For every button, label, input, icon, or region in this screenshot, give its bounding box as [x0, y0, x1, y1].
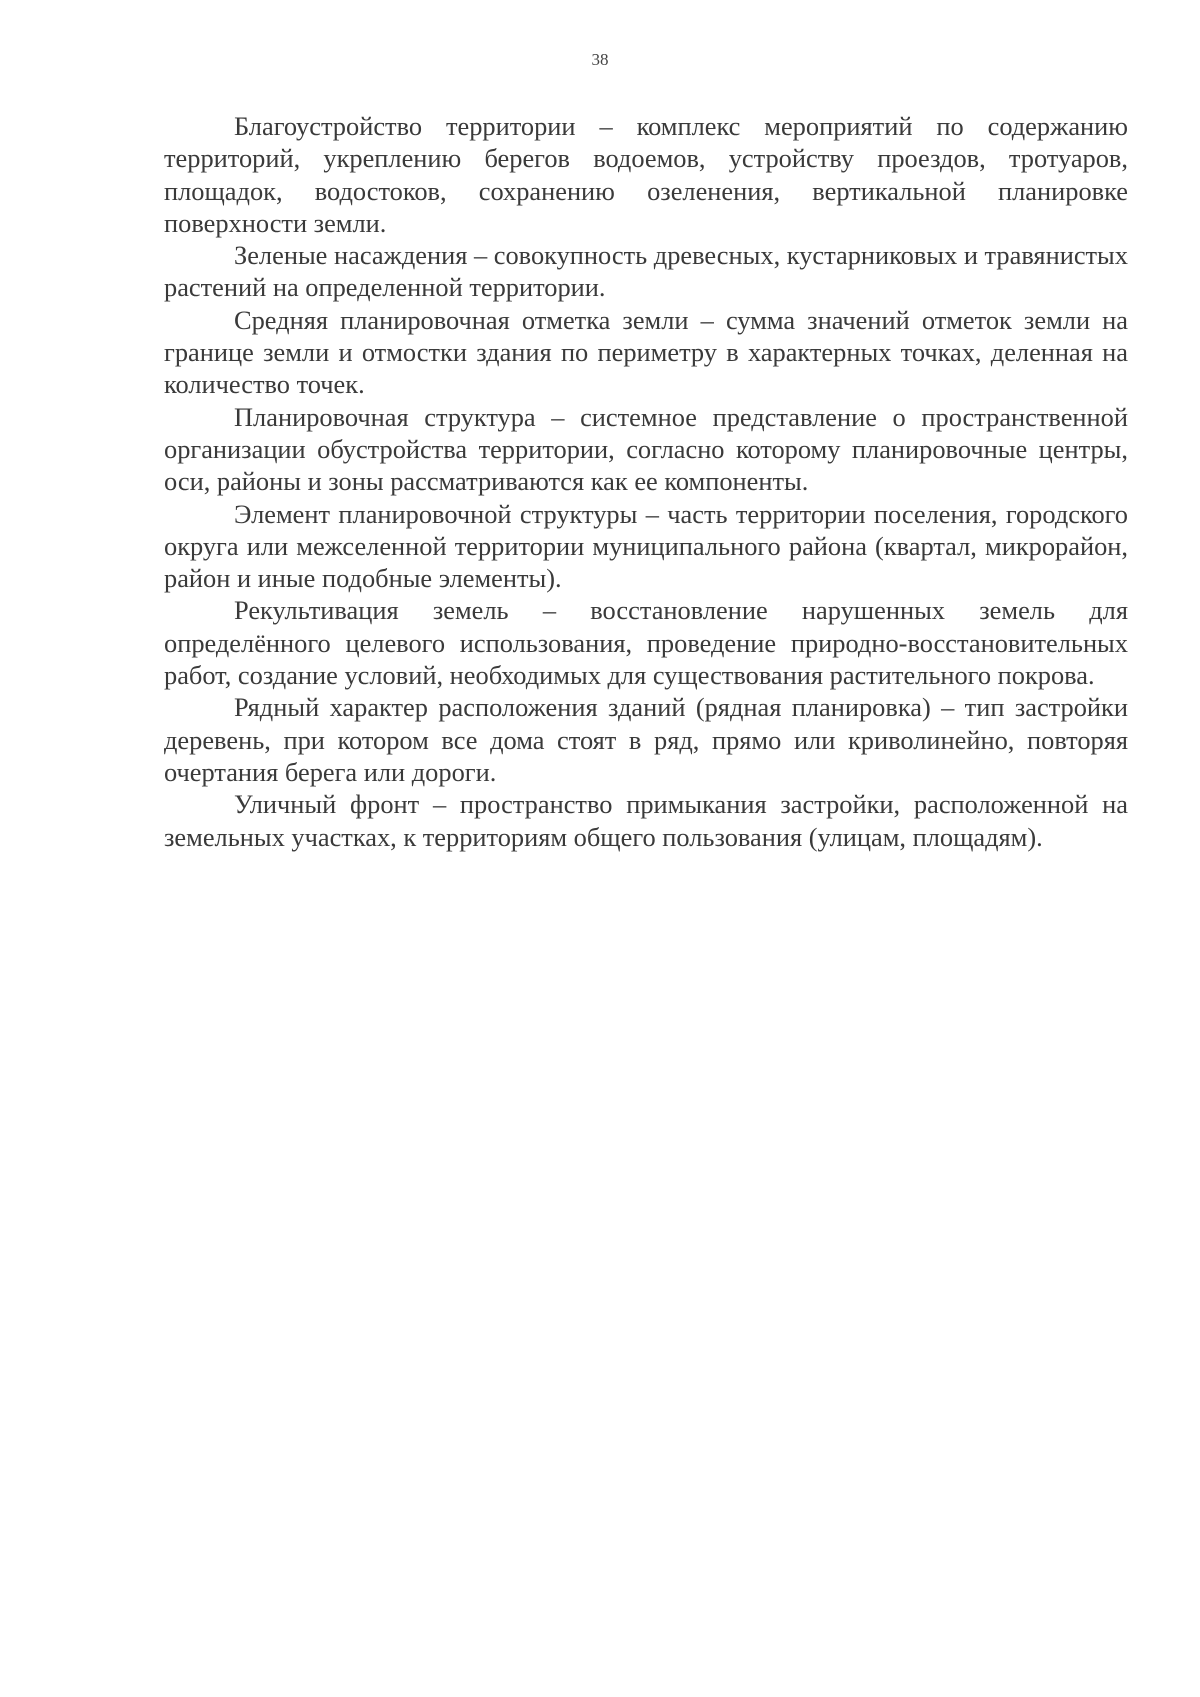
definition-paragraph-planning-structure: Планировочная структура – системное представление о пространственной организации обустройства территории, согласно которому планировочные центры, оси, районы и зоны рассматриваются как ее компоненты. — [164, 401, 1128, 497]
page-number: 38 — [591, 50, 609, 69]
definition-paragraph-structure-element: Элемент планировочной структуры – часть территории поселения, городского округа или межселенной территории муниципального района (квартал, микрорайон, район и иные подобные элементы). — [164, 498, 1128, 594]
definition-paragraph-land-reclamation: Рекультивация земель – восстановление нарушенных земель для определённого целевого использования, проведение природно-восстановительных работ, создание условий, необходимых для существования растительного покрова. — [164, 595, 1128, 691]
definition-paragraph-row-layout: Рядный характер расположения зданий (рядная планировка) – тип застройки деревень, при котором все дома стоят в ряд, прямо или криволинейно, повторяя очертания берега или дороги. — [164, 692, 1128, 787]
definition-paragraph-ground-mark: Средняя планировочная отметка земли – сумма значений отметок земли на границе земли и отмостки здания по периметру в характерных точках, деленная на количество точек. — [164, 304, 1128, 400]
definition-paragraph-street-front: Уличный фронт – пространство примыкания застройки, расположенной на земельных участках, к территориям общего пользования (улицам, площадям). — [164, 789, 1128, 852]
definition-paragraph-green-spaces: Зеленые насаждения – совокупность древесных, кустарниковых и травянистых растений на определенной территории. — [164, 240, 1128, 303]
definition-paragraph-landscaping: Благоустройство территории – комплекс мероприятий по содержанию территорий, укреплению берегов водоемов, устройству проездов, тротуаров, площадок, водостоков, сохранению озеленения, вертикальной планировке поверхности земли. — [164, 111, 1128, 238]
document-body — [164, 110, 1128, 853]
